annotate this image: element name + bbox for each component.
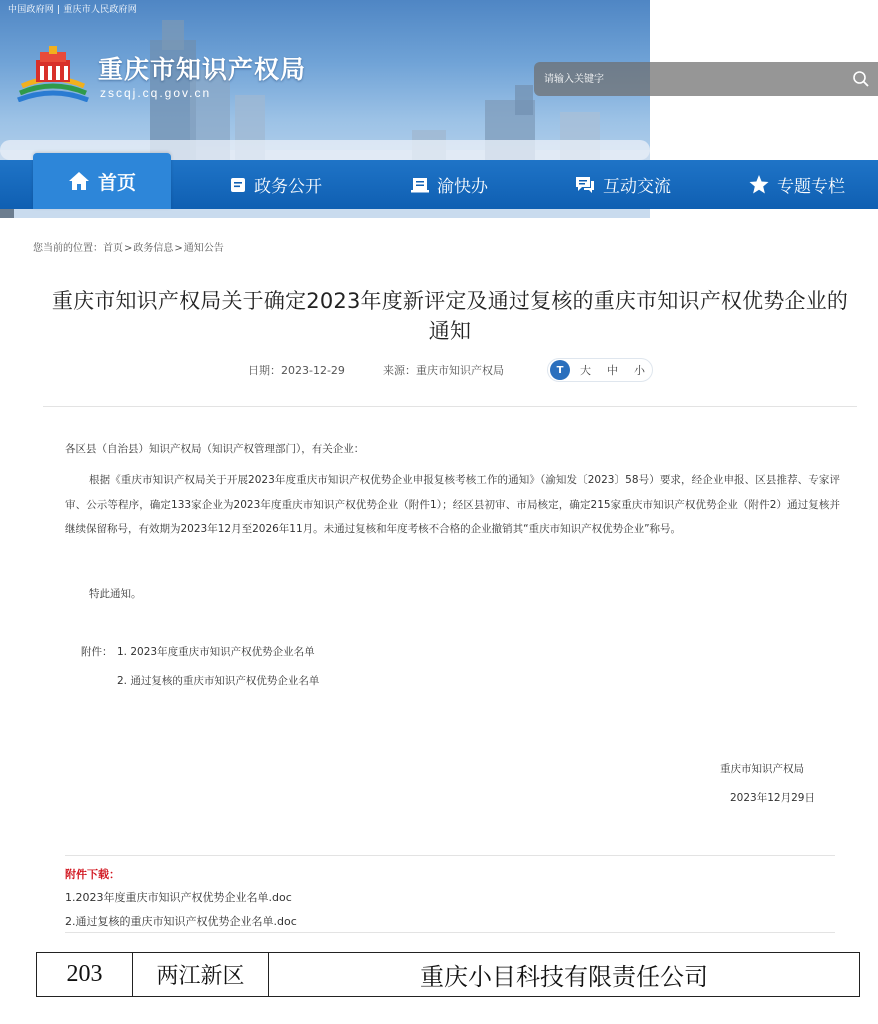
row-company-name: 重庆小目科技有限责任公司 [420,963,708,991]
download-link[interactable]: 2.通过复核的重庆市知识产权优势企业名单.doc [65,915,297,928]
font-size-large[interactable]: 大 [580,364,591,377]
breadcrumb-separator: > [124,243,133,254]
document-icon [230,177,246,193]
downloads-bottom-divider [65,932,835,933]
closing-text: 特此通知。 [89,588,142,600]
search-icon[interactable] [852,70,870,88]
site-logo [16,46,90,102]
article-date: 日期：2023-12-29 [248,364,345,377]
article-source: 来源：重庆市知识产权局 [383,364,504,377]
site-domain: zscqj.cq.gov.cn [100,86,212,100]
site-title: 重庆市知识产权局 [98,55,307,84]
book-icon [411,177,429,193]
chat-icon [575,176,595,194]
font-size-medium[interactable]: 中 [607,364,618,377]
nav-government-affairs-label: 政务公开 [254,177,322,197]
article-title-line1: 重庆市知识产权局关于确定2023年度新评定及通过复核的重庆市知识产权优势企业的 [51,289,849,313]
breadcrumb-government-info[interactable]: 政务信息 [133,243,174,254]
font-size-small[interactable]: 小 [634,364,645,377]
header-divider [43,406,857,407]
home-icon [68,171,90,191]
attachment-item: 2. 通过复核的重庆市知识产权优势企业名单 [117,675,320,687]
article-paragraph: 根据《重庆市知识产权局关于开展2023年度重庆市知识产权优势企业申报复核考核工作的通知》（渝知发〔2023〕58号）要求，经企业申报、区县推荐、专家评审、公示等程序，确定133家企业为2023年度重庆市知识产权优势企业（附件1）；经区县初审、市局核定，确定215家重庆市知识产权优势企业（附件2）通过复核并继续保留称号，有效期为2023年12月至2026年11月。未通过复核和年度考核不合格的企业撤销其“重庆市知识产权优势企业”称号。 [65,474,840,535]
breadcrumb-home[interactable]: 首页 [103,243,123,254]
nav-decoration [0,209,14,218]
row-number: 203 [37,953,133,996]
nav-interaction[interactable] [575,160,671,209]
breadcrumb-separator: > [174,243,183,254]
nav-home[interactable] [33,153,171,209]
font-size-icon: T [550,360,570,380]
nav-yukuaiban[interactable] [411,160,488,209]
top-links[interactable]: 中国政府网 | 重庆市人民政府网 [8,5,137,15]
salutation: 各区县（自治县）知识产权局（知识产权管理部门），有关企业： [65,443,365,455]
download-link[interactable]: 1.2023年度重庆市知识产权优势企业名单.doc [65,891,292,904]
font-size-switcher [547,358,653,382]
search-input[interactable] [544,71,834,87]
nav-interaction-label: 互动交流 [603,177,671,197]
article-title [40,286,860,346]
attachments-label: 附件： [81,646,113,658]
table-row [36,952,860,997]
downloads-divider [65,855,835,856]
nav-government-affairs[interactable] [230,160,322,209]
nav-yukuaiban-label: 渝快办 [437,177,488,197]
nav-home-label: 首页 [97,171,136,194]
nav-special-topics[interactable] [749,160,845,209]
breadcrumb-notices[interactable]: 通知公告 [183,243,224,254]
downloads-title: 附件下载： [65,868,120,881]
breadcrumb [33,239,224,254]
star-icon [749,175,769,194]
article-title-line2: 通知 [428,319,472,343]
attachment-item: 1. 2023年度重庆市知识产权优势企业名单 [117,646,315,658]
signature-date: 2023年12月29日 [730,792,815,804]
nav-special-topics-label: 专题专栏 [777,177,845,197]
breadcrumb-prefix: 您当前的位置： [33,243,103,254]
signature-org: 重庆市知识产权局 [720,763,804,775]
main-nav [0,160,878,209]
search-box [534,62,878,96]
row-district: 两江新区 [133,953,269,996]
